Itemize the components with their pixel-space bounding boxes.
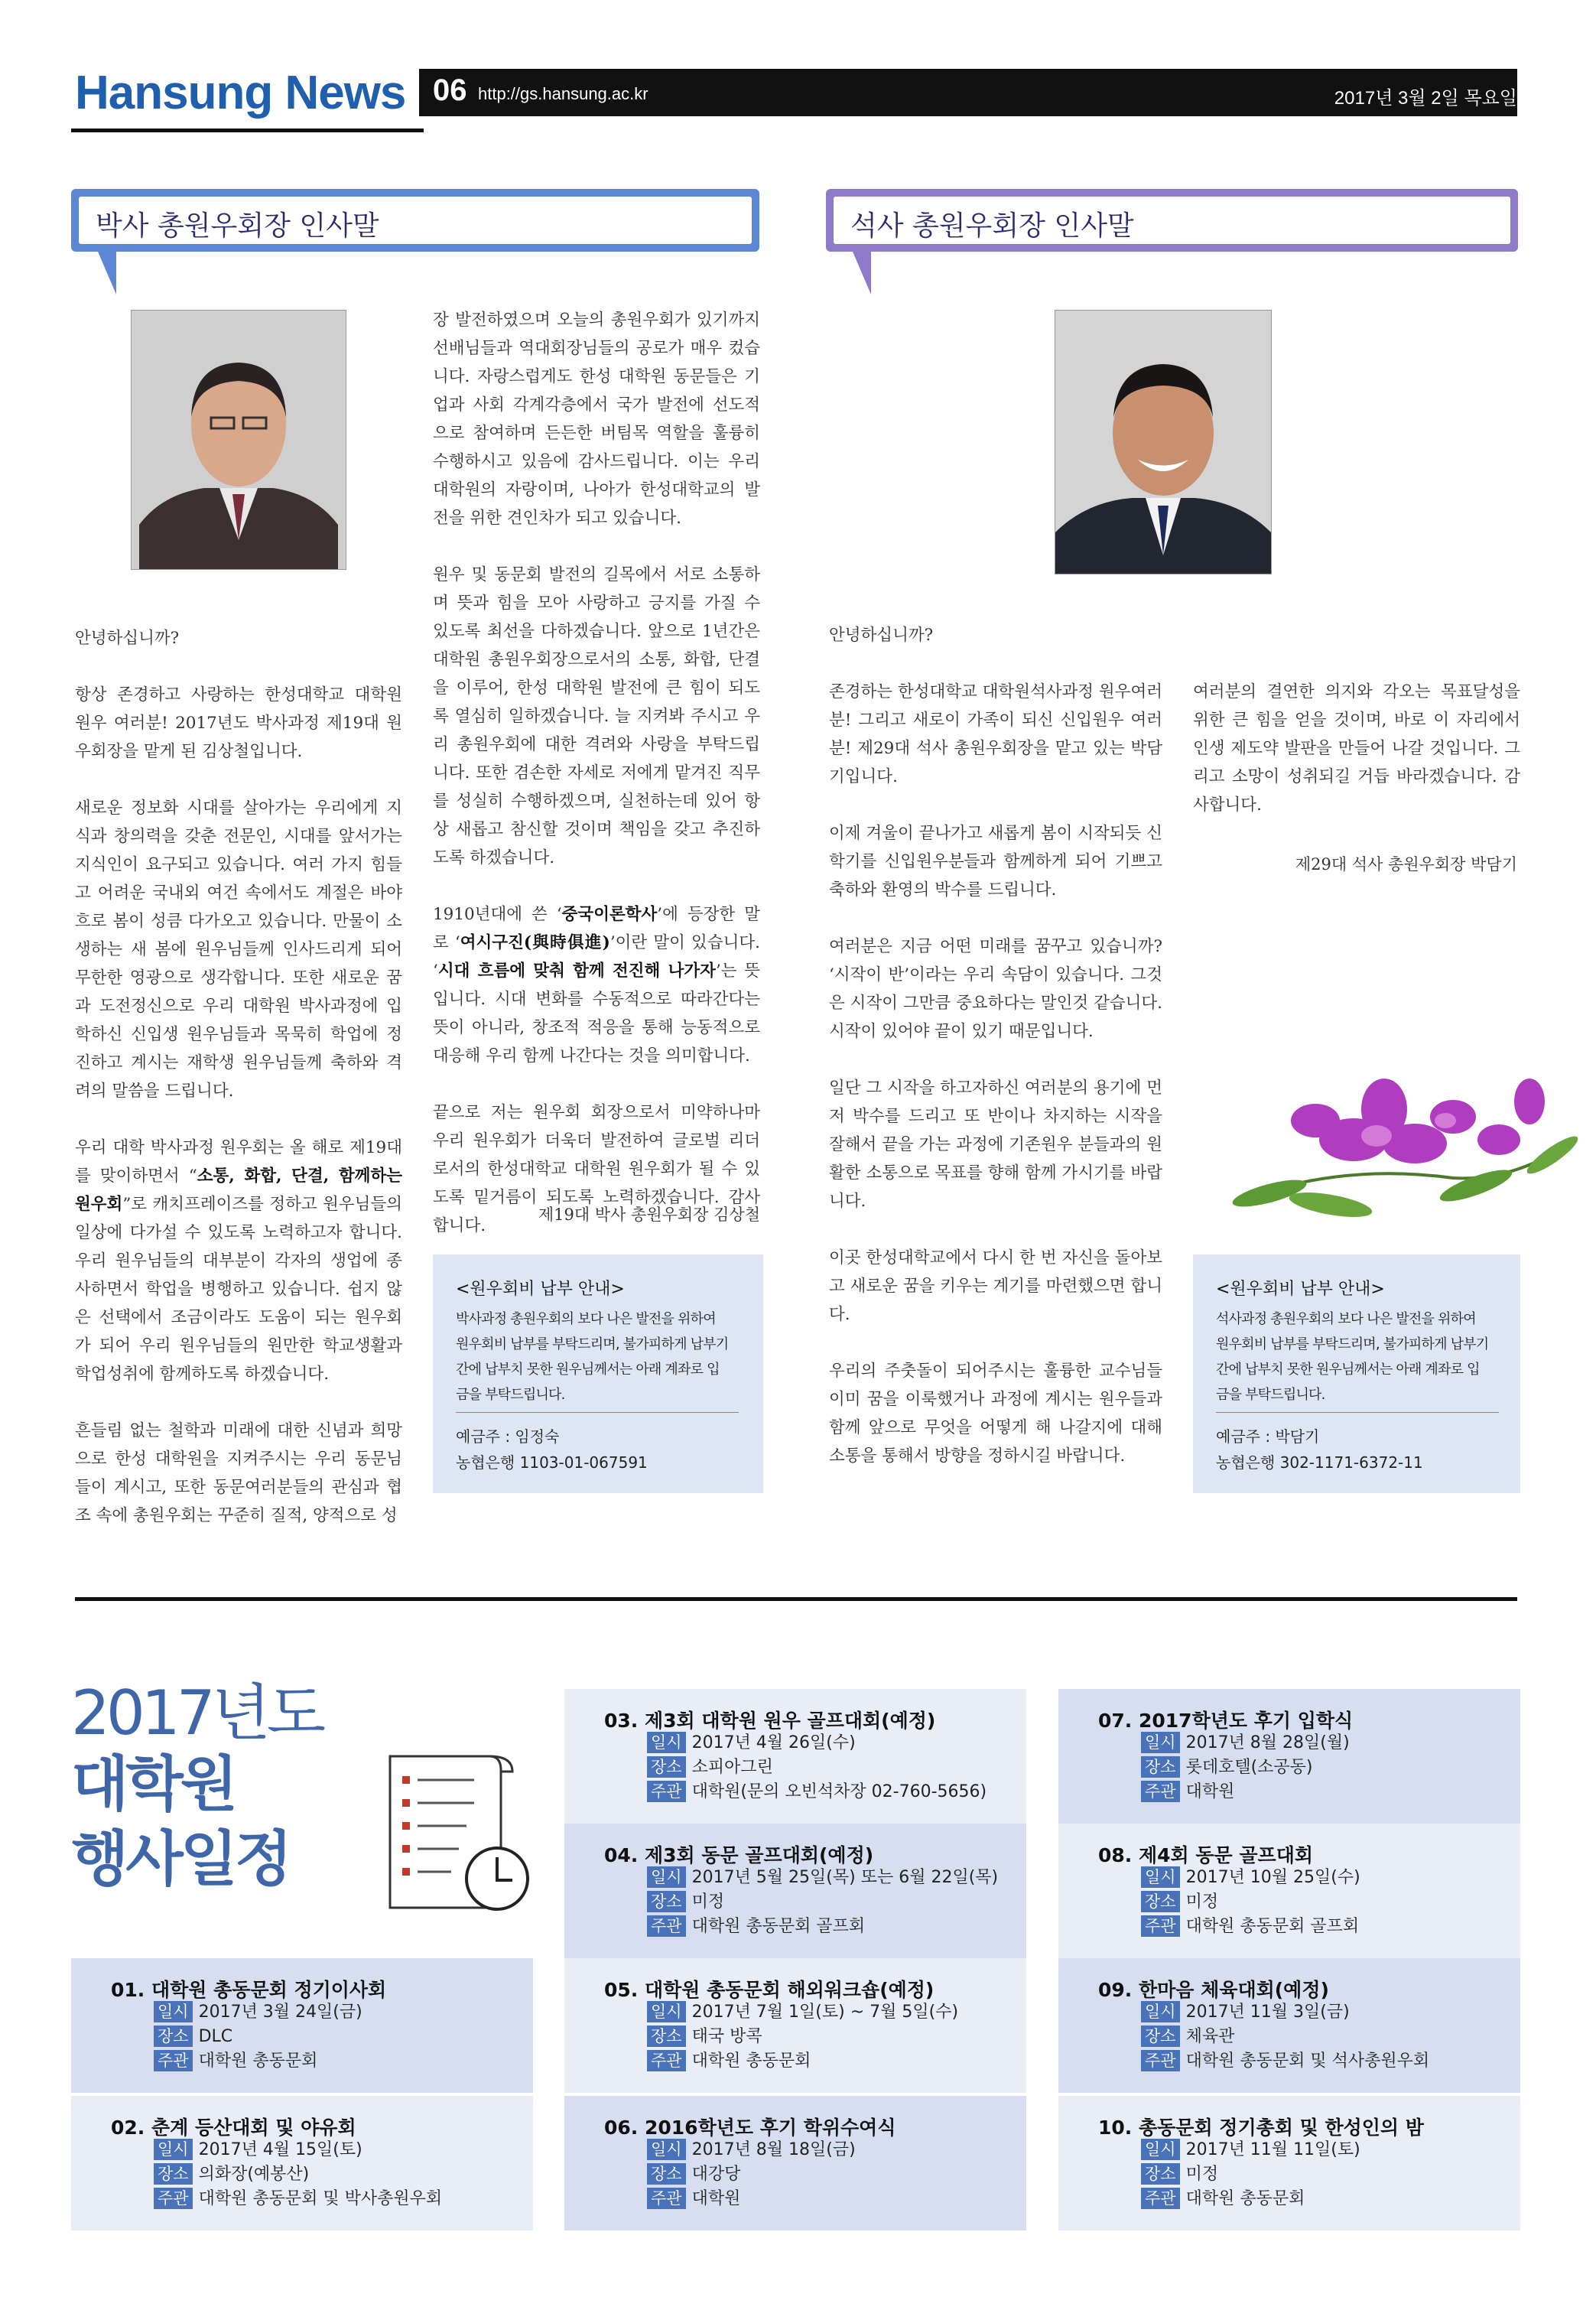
phd-president-photo	[131, 310, 346, 570]
schedule-year: 2017년도	[71, 1677, 323, 1749]
event-date-value: 2017년 8월 18일(금)	[691, 2140, 856, 2159]
event-host-value: 대학원 총동문회 및 박사총원우회	[198, 2189, 443, 2208]
event-host-value: 대학원 총동문회 및 석사총원우회	[1185, 2052, 1430, 2071]
event-date-tag: 일시	[1141, 1732, 1180, 1753]
ms-dues-holder: 예금주 : 박담기	[1216, 1427, 1320, 1446]
event-date-row	[647, 1866, 998, 1889]
event-date-tag: 일시	[1141, 2001, 1180, 2022]
event-date-row	[647, 2001, 958, 2024]
event-host-value: 대학원 총동문회	[691, 2052, 811, 2071]
event-host-tag: 주관	[1141, 2188, 1180, 2209]
event-card	[1058, 1689, 1520, 1824]
event-date-value: 2017년 10월 25일(수)	[1185, 1868, 1360, 1887]
event-date-tag: 일시	[1141, 2139, 1180, 2160]
event-host-row	[154, 2188, 442, 2211]
event-place-tag: 장소	[154, 2026, 193, 2047]
phd-paragraph: 흔들림 없는 철학과 미래에 대한 신념과 희망으로 한성 대학원을 지켜주시는 우리 동문님들이 계시고, 또한 동문여러분들의 관심과 협조 속에 총원우회는 꾸준히 질적, 양적으로 성	[75, 1421, 402, 1525]
event-place-value: 소피아그린	[691, 1758, 773, 1777]
event-card	[564, 1689, 1026, 1824]
event-host-value: 대학원 총동문회 골프회	[691, 1917, 866, 1936]
event-place-value: 태국 방콕	[691, 2027, 762, 2046]
event-place-value: 체육관	[1185, 2027, 1235, 2046]
bold-run: 중국이론학사	[561, 905, 658, 924]
masthead: Hansung News	[75, 67, 406, 119]
ms-paragraph: 일단 그 시작을 하고자하신 여러분의 용기에 먼저 박수를 드리고 또 반이나 차지하는 시작을 잘해서 끝을 가는 과정에 기존원우 분들과의 원활한 소통으로 목표를 향해 함께 가시기를 바랍니다.	[829, 1079, 1162, 1211]
event-date-row	[154, 2139, 362, 2162]
ms-paragraph: 존경하는 한성대학교 대학원석사과정 원우여러분! 그리고 새로이 가족이 되신 신입원우 여러분! 제29대 석사 총원우회장을 맡고 있는 박담기입니다.	[829, 682, 1162, 786]
text-run: ’이란 말이 있습니다. ‘	[433, 933, 760, 981]
event-date-value: 2017년 11월 3일(금)	[1185, 2003, 1350, 2022]
event-host-row	[1141, 1915, 1359, 1938]
event-date-value: 2017년 7월 1일(토) ~ 7월 5일(수)	[691, 2003, 959, 2022]
event-host-value: 대학원	[1185, 1782, 1235, 1801]
event-place-tag: 장소	[1141, 2026, 1180, 2047]
phd-column-2	[433, 306, 760, 1268]
event-host-row	[647, 1915, 865, 1938]
event-place-row	[647, 1891, 724, 1914]
event-date-row	[1141, 2139, 1360, 2162]
ms-column-1	[829, 621, 1162, 1498]
event-date-value: 2017년 3월 24일(금)	[198, 2003, 362, 2022]
slogan-bold: 소통, 화합, 단결, 함께하는 원우회	[75, 1167, 402, 1214]
event-host-tag: 주관	[1141, 1915, 1180, 1937]
checklist-clock-icon	[375, 1749, 535, 1917]
ms-greeting: 안녕하십니까?	[829, 626, 934, 645]
event-host-value: 대학원 총동문회	[198, 2052, 318, 2071]
bold-run: 시대 흐름에 맞춰 함께 전진해 나가자	[437, 962, 716, 981]
event-title: 04. 제3회 동문 골프대회(예정)	[604, 1844, 874, 1866]
event-place-tag: 장소	[154, 2163, 193, 2185]
event-title: 01. 대학원 총동문회 정기이사회	[111, 1979, 387, 2001]
text-run: 우리 대학 박사과정 원우회는 올 해로 제19대를 맞이하면서 “	[75, 1138, 402, 1186]
event-title: 06. 2016학년도 후기 학위수여식	[604, 2117, 896, 2139]
phd-paragraph-quote	[433, 900, 760, 1070]
phd-dues-box	[433, 1254, 763, 1493]
ms-dues-body: 석사과정 총원우회의 보다 나은 발전을 위하여 원우회비 납부를 부탁드리며, 불가피하게 납부기간에 납부치 못한 원우님께서는 아래 계좌로 입금을 부탁드립니다.	[1216, 1311, 1489, 1403]
event-host-row	[647, 2188, 740, 2211]
event-card	[564, 2096, 1026, 2231]
event-place-tag: 장소	[647, 1756, 686, 1778]
event-date-tag: 일시	[647, 1866, 686, 1888]
phd-paragraph: 끝으로 저는 원우회 회장으로서 미약하나마 우리 원우회가 더욱더 발전하여 글로벌 리더로서의 한성대학교 대학원 원우회가 될 수 있도록 밑거름이 되도록 노력하겠습니다. 감사합니다.	[433, 1103, 760, 1235]
event-place-value: 미정	[691, 1892, 725, 1912]
ms-dues-divider	[1216, 1412, 1499, 1413]
event-date-row	[647, 2139, 856, 2162]
text-run: ”로 캐치프레이즈를 정하고 원우님들의 일상에 다가설 수 있도록 노력하고자 합니다. 우리 원우님들의 대부분이 각자의 생업에 종사하면서 학업을 병행하고 있습니다. 쉽지 않은 선택에서 조금이라도 도움이 되는 원우회가 되어 우리 원우님들의 원만한 학교생활과 학업성취에 함께하도록 하겠습니다.	[75, 1195, 402, 1384]
event-host-tag: 주관	[647, 2050, 686, 2071]
event-place-row	[647, 2026, 762, 2048]
event-host-row	[647, 2050, 811, 2073]
event-host-tag: 주관	[647, 1915, 686, 1937]
event-title: 02. 춘계 등산대회 및 야유회	[111, 2117, 356, 2139]
event-title: 10. 총동문회 정기총회 및 한성인의 밤	[1098, 2117, 1424, 2139]
event-place-value: DLC	[198, 2027, 233, 2046]
schedule-heading-line1: 대학원	[71, 1750, 236, 1819]
event-place-row	[647, 1756, 773, 1779]
event-date-value: 2017년 4월 15일(토)	[198, 2140, 362, 2159]
event-place-value: 롯데호텔(소공동)	[1185, 1758, 1313, 1777]
event-host-tag: 주관	[647, 1781, 686, 1802]
text-run: 1910년대에 쓴 ‘	[433, 905, 562, 924]
phd-dues-title: <원우회비 납부 안내>	[456, 1280, 625, 1299]
event-place-value: 대강당	[691, 2165, 741, 2184]
event-place-tag: 장소	[1141, 2163, 1180, 2185]
event-card	[1058, 1824, 1520, 1958]
event-place-tag: 장소	[647, 1891, 686, 1912]
event-card	[1058, 1958, 1520, 2093]
event-date-value: 2017년 5월 25일(목) 또는 6월 22일(목)	[691, 1868, 999, 1887]
event-host-tag: 주관	[647, 2188, 686, 2209]
event-date-value: 2017년 4월 26일(수)	[691, 1733, 856, 1752]
event-date-value: 2017년 11월 11일(토)	[1185, 2140, 1360, 2159]
event-card	[1058, 2096, 1520, 2231]
event-host-row	[1141, 2050, 1429, 2073]
event-host-value: 대학원 총동문회 골프회	[1185, 1917, 1360, 1936]
event-title: 07. 2017학년도 후기 입학식	[1098, 1710, 1354, 1732]
event-place-row	[154, 2026, 232, 2048]
event-place-row	[647, 2163, 740, 2186]
event-place-row	[1141, 2026, 1234, 2048]
phd-paragraph: 원우 및 동문회 발전의 길목에서 서로 소통하며 뜻과 힘을 모아 사랑하고 긍지를 가질 수 있도록 최선을 다하겠습니다. 앞으로 1년간은 대학원 총원우회장으로서의 소통, 화합, 단결을 이루어, 한성 대학원 발전에 큰 힘이 되도록 열심히 일하겠습니다. 늘 지켜봐 주시고 우리 총원우회에 대한 격려와 사랑을 부탁드립니다. 또한 겸손한 자세로 저에게 맡겨진 직무를 성실히 수행하겠으며, 실천하는데 있어 항상 새롭고 참신할 것이며 책임을 갖고 추진하도록 하겠습니다.	[433, 565, 760, 867]
event-host-value: 대학원	[691, 2189, 741, 2208]
event-card	[71, 2096, 533, 2231]
event-date-row	[647, 1732, 856, 1755]
ms-paragraph: 여러분의 결연한 의지와 각오는 목표달성을 위한 큰 힘을 얻을 것이며, 바로 이 자리에서 인생 제도약 발판을 만들어 나갈 것입니다. 그리고 소망이 성취되길 거듭 바라겠습니다. 감사합니다.	[1193, 682, 1520, 815]
flower-illustration	[1224, 1048, 1591, 1232]
ms-banner-tail	[853, 252, 871, 294]
ms-paragraph: 이곳 한성대학교에서 다시 한 번 자신을 돌아보고 새로운 꿈을 키우는 계기를 마련했으면 합니다.	[829, 1248, 1162, 1324]
masthead-underline	[71, 129, 424, 132]
site-url: http://gs.hansung.ac.kr	[478, 84, 648, 103]
event-place-tag: 장소	[1141, 1756, 1180, 1778]
ms-column-2	[1193, 678, 1520, 848]
event-place-row	[1141, 1891, 1218, 1914]
ms-dues-account: 농협은행 302-1171-6372-11	[1216, 1453, 1423, 1472]
event-host-tag: 주관	[154, 2050, 193, 2071]
ms-banner-title: 석사 총원우회장 인사말	[850, 210, 1134, 242]
phd-greeting: 안녕하십니까?	[75, 629, 180, 648]
schedule-heading-line2: 행사일정	[71, 1825, 290, 1894]
event-host-row	[1141, 1781, 1234, 1804]
event-date-row	[1141, 1866, 1360, 1889]
ms-paragraph: 우리의 주춧돌이 되어주시는 훌륭한 교수님들이미 꿈을 이룩했거나 과정에 계시는 원우들과 함께 앞으로 무엇을 어떻게 해 나갈지에 대해 소통을 통해서 방향을 정하시길 바랍니다.	[829, 1362, 1162, 1466]
event-date-tag: 일시	[1141, 1866, 1180, 1888]
ms-president-photo	[1055, 310, 1272, 574]
event-date-row	[1141, 1732, 1350, 1755]
text-run: ’에 등장한 말로 ‘	[433, 905, 760, 952]
event-host-value: 대학원 총동문회	[1185, 2189, 1305, 2208]
event-date-tag: 일시	[154, 2139, 193, 2160]
event-date-tag: 일시	[154, 2001, 193, 2022]
section-divider	[75, 1597, 1517, 1601]
event-place-value: 미정	[1185, 1892, 1219, 1912]
text-run: ’는 뜻입니다. 시대 변화를 수동적으로 따라간다는 뜻이 아니라, 창조적 적응을 통해 능동적으로 대응해 우리 함께 나간다는 것을 의미합니다.	[433, 962, 760, 1066]
phd-paragraph: 장 발전하였으며 오늘의 총원우회가 있기까지 선배님들과 역대회장님들의 공로가 매우 컸습니다. 자랑스럽게도 한성 대학원 동문들은 기업과 사회 각계각층에서 국가 발전에 선도적으로 참여하며 든든한 버팀목 역할을 훌륭히 수행하시고 있음에 감사드립니다. 이는 우리 대학원의 자랑이며, 나아가 한성대학교의 발전을 위한 견인차가 되고 있습니다.	[433, 311, 760, 528]
event-place-row	[1141, 2163, 1218, 2186]
phd-dues-divider	[456, 1412, 739, 1413]
event-title: 09. 한마음 체육대회(예정)	[1098, 1979, 1329, 2001]
event-host-tag: 주관	[1141, 1781, 1180, 1802]
event-place-row	[154, 2163, 309, 2186]
event-host-tag: 주관	[154, 2188, 193, 2209]
event-card	[71, 1958, 533, 2093]
phd-dues-body: 박사과정 총원우회의 보다 나은 발전을 위하여 원우회비 납부를 부탁드리며, 불가피하게 납부기간에 납부치 못한 원우님께서는 아래 계좌로 입금을 부탁드립니다.	[456, 1311, 729, 1403]
event-host-value: 대학원(문의 오빈석차장 02-760-5656)	[691, 1782, 987, 1801]
ms-paragraph: 여러분은 지금 어떤 미래를 꿈꾸고 있습니까? ‘시작이 반’이라는 우리 속담이 있습니다. 그것은 시작이 그만큼 중요하다는 말인것 같습니다. 시작이 있어야 끝이 있기 때문입니다.	[829, 937, 1162, 1041]
event-date-tag: 일시	[647, 1732, 686, 1753]
phd-banner-tail	[98, 252, 116, 294]
phd-signature: 제19대 박사 총원우회장 김상철	[538, 1206, 760, 1224]
ms-signature: 제29대 석사 총원우회장 박담기	[1295, 855, 1517, 874]
event-card	[564, 1958, 1026, 2093]
event-place-tag: 장소	[647, 2163, 686, 2185]
event-host-row	[647, 1781, 987, 1804]
event-place-tag: 장소	[1141, 1891, 1180, 1912]
event-title: 08. 제4회 동문 골프대회	[1098, 1844, 1313, 1866]
ms-dues-title: <원우회비 납부 안내>	[1216, 1280, 1385, 1299]
phd-paragraph: 항상 존경하고 사랑하는 한성대학교 대학원 원우 여러분! 2017년도 박사과정 제19대 원우회장을 맡게 된 김상철입니다.	[75, 685, 402, 761]
event-date-row	[154, 2001, 362, 2024]
event-place-value: 의화장(예봉산)	[198, 2165, 310, 2184]
event-host-row	[154, 2050, 317, 2073]
phd-banner	[71, 189, 759, 252]
event-date-value: 2017년 8월 28일(월)	[1185, 1733, 1350, 1752]
event-place-row	[1141, 1756, 1313, 1779]
phd-column-1	[75, 624, 402, 1558]
ms-dues-box	[1193, 1254, 1520, 1493]
page-number: 06	[433, 73, 467, 107]
ms-paragraph: 이제 겨울이 끝나가고 새롭게 봄이 시작되듯 신학기를 신입원우분들과 함께하게 되어 기쁘고 축하와 환영의 박수를 드립니다.	[829, 824, 1162, 900]
phd-paragraph-slogan	[75, 1134, 402, 1388]
event-place-tag: 장소	[647, 2026, 686, 2047]
event-place-value: 미정	[1185, 2165, 1219, 2184]
phd-dues-holder: 예금주 : 임정숙	[456, 1427, 560, 1446]
event-date-tag: 일시	[647, 2139, 686, 2160]
bold-run: 여시구진(與時俱進)	[460, 933, 610, 952]
event-title: 03. 제3회 대학원 원우 골프대회(예정)	[604, 1710, 936, 1732]
event-host-row	[1141, 2188, 1305, 2211]
event-date-tag: 일시	[647, 2001, 686, 2022]
event-title: 05. 대학원 총동문회 해외워크숍(예정)	[604, 1979, 935, 2001]
ms-banner	[826, 189, 1518, 252]
phd-dues-account: 농협은행 1103-01-067591	[456, 1453, 648, 1472]
event-card	[564, 1824, 1026, 1958]
phd-banner-title: 박사 총원우회장 인사말	[96, 210, 379, 242]
event-date-row	[1141, 2001, 1350, 2024]
event-host-tag: 주관	[1141, 2050, 1180, 2071]
phd-paragraph: 새로운 정보화 시대를 살아가는 우리에게 지식과 창의력을 갖춘 전문인, 시대를 앞서가는 지식인이 요구되고 있습니다. 여러 가지 힘들고 어려운 국내외 여건 속에서도 계절은 바야흐로 봄이 성큼 다가오고 있습니다. 만물이 소생하는 새 봄에 원우님들께 인사드리게 되어 무한한 영광으로 생각합니다. 또한 새로운 꿈과 도전정신으로 우리 대학원 박사과정에 입학하신 신입생 원우님들과 목묵히 학업에 정진하고 계시는 재학생 원우님들께 축하와 격려의 말씀을 드립니다.	[75, 799, 402, 1101]
issue-date: 2017년 3월 2일 목요일	[1334, 88, 1517, 109]
